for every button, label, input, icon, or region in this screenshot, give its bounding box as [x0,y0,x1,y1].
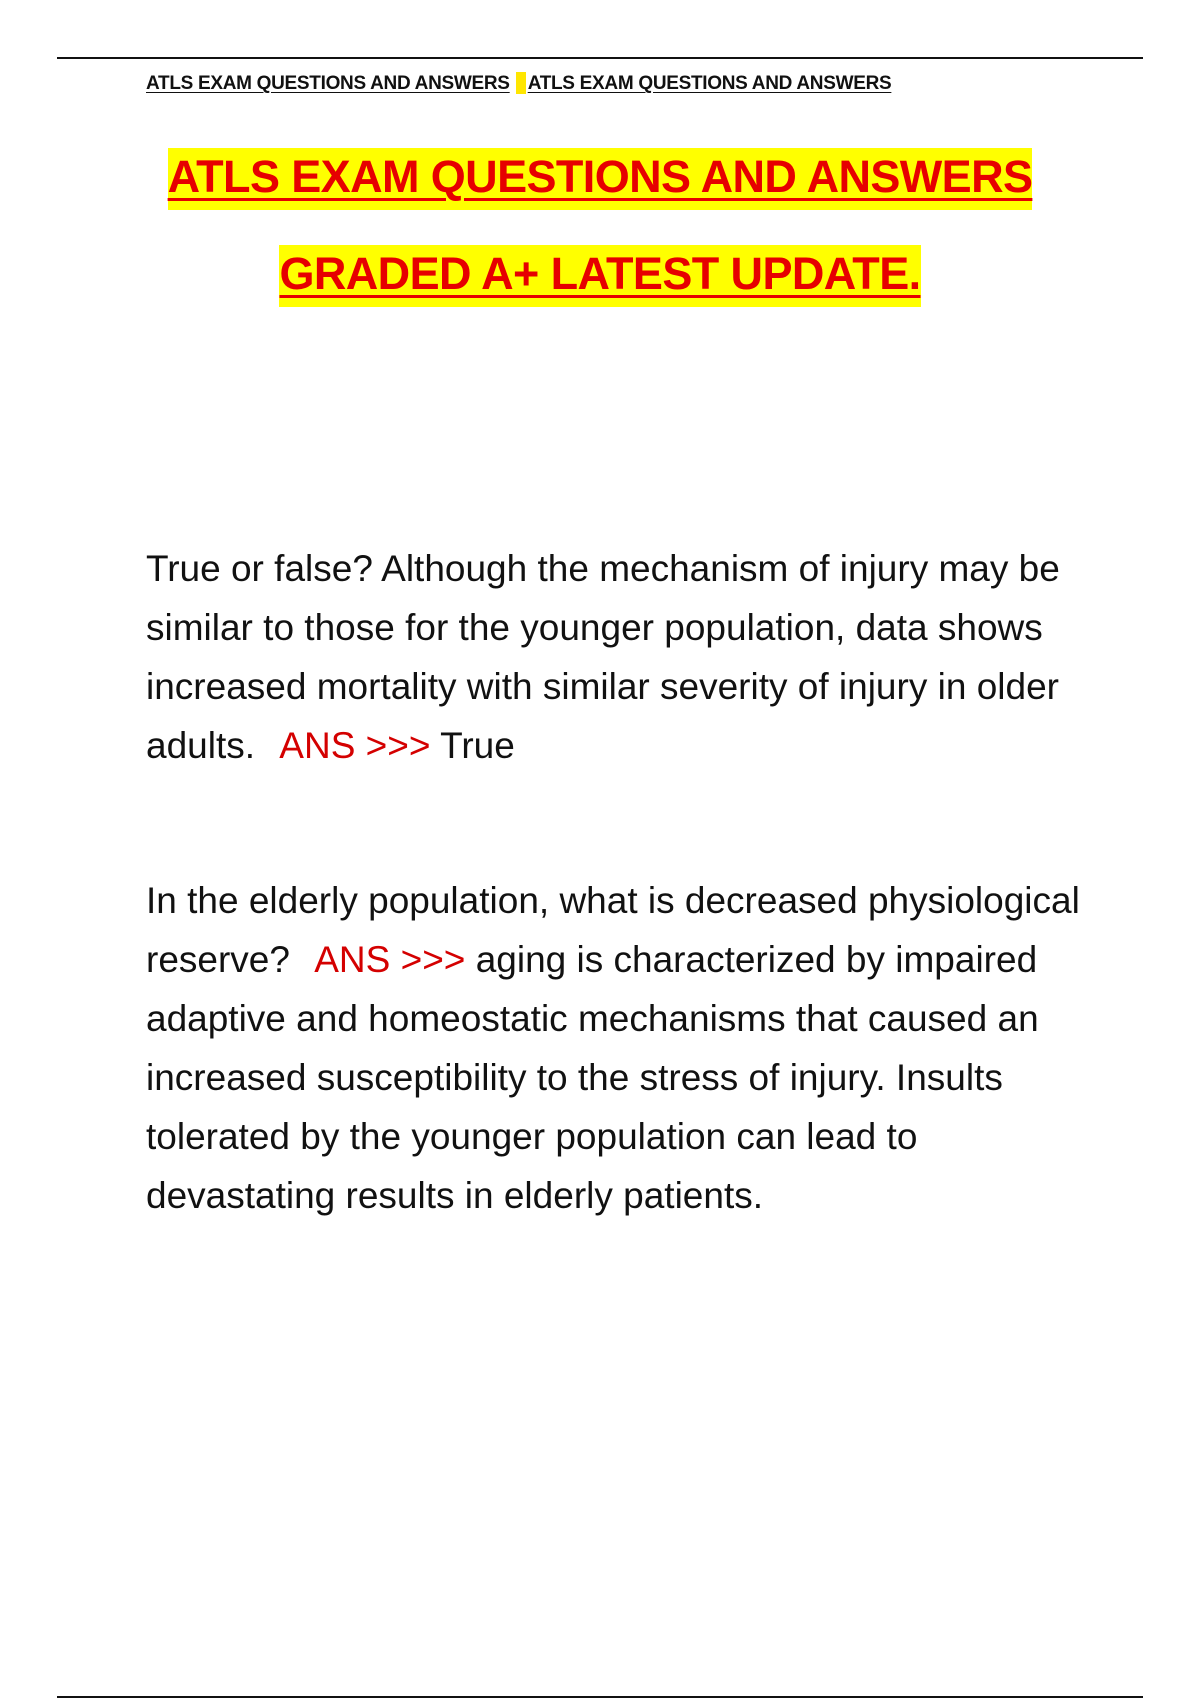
running-header-left: ATLS EXAM QUESTIONS AND ANSWERS [146,73,510,94]
highlight-mark [516,72,526,94]
answer-text: aging is characterized by impaired adaptive and homeostatic mechanisms that caused an increased susceptibility to the stress of injury. Insults tolerated by the younger population can lead to devastating results in elderly patients. [146,939,1039,1216]
title-line-1: ATLS EXAM QUESTIONS AND ANSWERS [168,148,1033,210]
footer-rule [57,1696,1143,1698]
qa-item [146,871,1106,1225]
running-header-right: ATLS EXAM QUESTIONS AND ANSWERS [527,73,892,94]
answer-marker: ANS >>> [314,939,466,980]
answer-marker: ANS >>> [279,725,431,766]
running-header [146,72,891,95]
title-line-2: GRADED A+ LATEST UPDATE. [279,245,920,307]
question-text: True or false? Although the mechanism of injury may be similar to those for the younger population, data shows increased mortality with similar severity of injury in older adults. [146,548,1060,766]
document-title [0,148,1200,342]
qa-item [146,539,1106,775]
answer-text: True [440,725,515,766]
header-rule [57,57,1143,59]
question-text: In the elderly population, what is decreased physiological reserve? [146,880,1080,980]
